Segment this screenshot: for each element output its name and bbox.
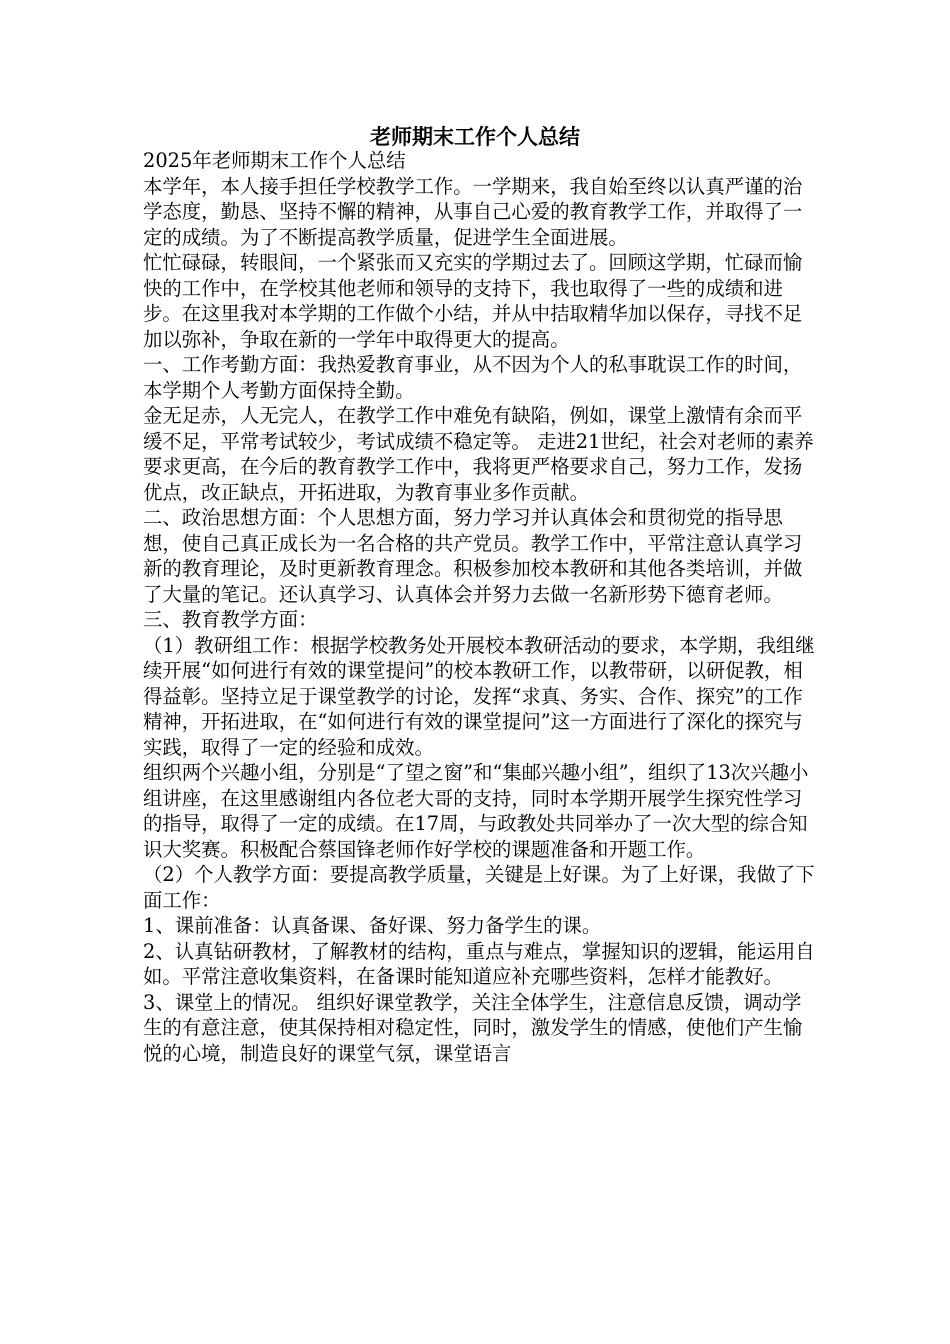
paragraph-item-3: 3、课堂上的情况。 组织好课堂教学，关注全体学生，注意信息反馈，调动学生的有意注意，使其保持相对稳定性，同时，激发学生的情感，使他们产生愉悦的心境，制造良好的课堂气氛，课堂语言: [143, 990, 803, 1065]
paragraph-personal-teaching: （2）个人教学方面：要提高教学质量，关键是上好课。为了上好课，我做了下面工作：: [143, 863, 815, 912]
paragraph-interest-groups: 组织两个兴趣小组，分别是“了望之窗”和“集邮兴趣小组”，组织了13次兴趣小组讲座，在这里感谢组内各位老大哥的支持，同时本学期开展学生探究性学习的指导，取得了一定的成绩。在17周，与政教处共同举办了一次大型的综合知识大奖赛。积极配合蔡国锋老师作好学校的课题准备和开题工作。: [143, 761, 809, 861]
paragraph-item-1: 1、课前准备：认真备课、备好课、努力备学生的课。: [143, 914, 602, 937]
paragraph-attendance: 一、工作考勤方面：我热爱教育事业，从不因为个人的私事耽误工作的时间，本学期个人考勤方面保持全勤。: [143, 353, 803, 402]
paragraph-shortcomings: 金无足赤，人无完人，在教学工作中难免有缺陷，例如，课堂上激情有余而平缓不足，平常考试较少，考试成绩不稳定等。 走进21世纪，社会对老师的素养要求更高，在今后的教育教学工作中，我将更严格要求自己，努力工作，发扬优点，改正缺点，开拓进取，为教育事业多作贡献。: [143, 404, 814, 504]
paragraph-section-teaching: 三、教育教学方面：: [143, 608, 318, 631]
paragraph-political: 二、政治思想方面：个人思想方面，努力学习并认真体会和贯彻党的指导思想，使自己真正成长为一名合格的共产党员。教学工作中，平常注意认真学习新的教育理论，及时更新教育理念。积极参加校本教研和其他各类培训，并做了大量的笔记。还认真学习、认真体会并努力去做一名新形势下德育老师。: [143, 506, 803, 606]
document-body: [143, 148, 815, 1066]
document-title: 老师期末工作个人总结: [370, 124, 580, 149]
paragraph-research-group: （1）教研组工作：根据学校教务处开展校本教研活动的要求，本学期，我组继续开展“如何进行有效的课堂提问”的校本教研工作，以教带研，以研促教，相得益彰。坚持立足于课堂教学的讨论，发挥“求真、务实、合作、探究”的工作精神，开拓进取，在“如何进行有效的课堂提问”这一方面进行了深化的探究与实践，取得了一定的经验和成效。: [143, 633, 815, 759]
paragraph-review: 忙忙碌碌，转眼间，一个紧张而又充实的学期过去了。回顾这学期，忙碌而愉快的工作中，在学校其他老师和领导的支持下，我也取得了一些的成绩和进步。在这里我对本学期的工作做个小结，并从中拮取精华加以保存，寻找不足加以弥补，争取在新的一学年中取得更大的提高。: [143, 251, 803, 351]
paragraph-subtitle: 2025年老师期末工作个人总结: [143, 149, 406, 172]
paragraph-item-2: 2、认真钻研教材，了解教材的结构，重点与难点，掌握知识的逻辑，能运用自如。平常注意收集资料，在备课时能知道应补充哪些资料，怎样才能教好。: [143, 939, 815, 988]
paragraph-intro: 本学年，本人接手担任学校教学工作。一学期来，我自始至终以认真严谨的治学态度，勤恳、坚持不懈的精神，从事自己心爱的教育教学工作，并取得了一定的成绩。为了不断提高教学质量，促进学生全面进展。: [143, 174, 803, 249]
